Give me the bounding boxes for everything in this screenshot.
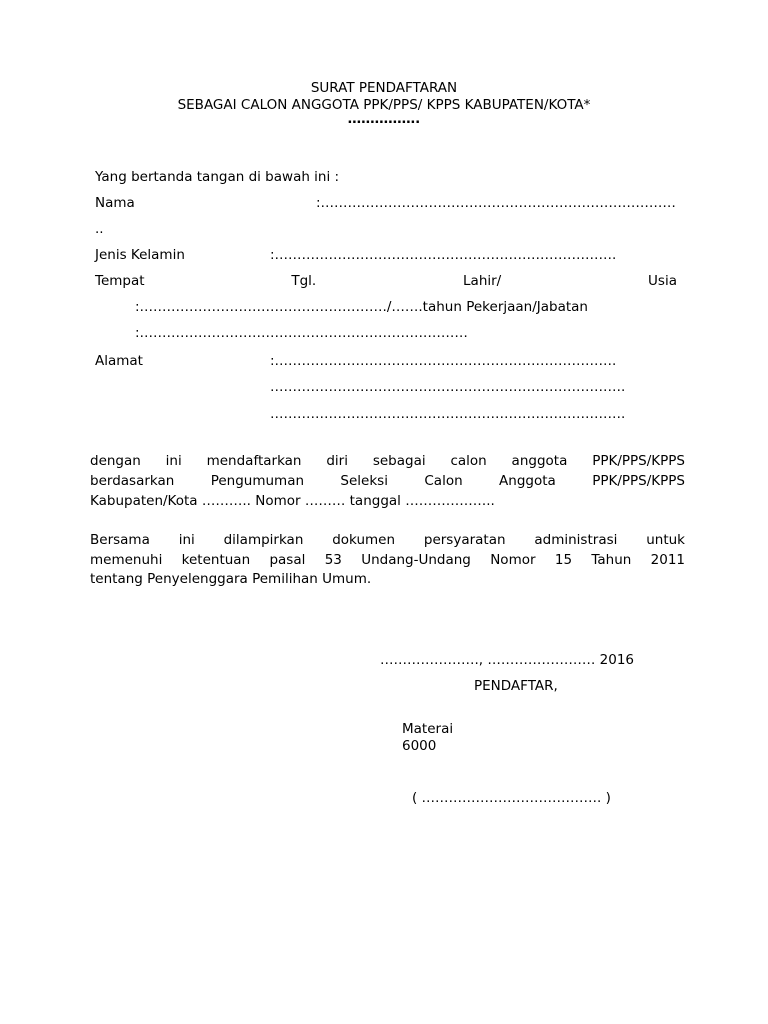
para2-line-2: memenuhi ketentuan pasal 53 Undang-Undang Nomor 15 Tahun 2011 xyxy=(90,552,685,568)
nama-field-continuation: .. xyxy=(95,221,104,237)
signer-role: PENDAFTAR, xyxy=(474,678,558,694)
title-line-1: SURAT PENDAFTARAN xyxy=(310,80,458,96)
ttl-field: :………………………………………………./…….tahun Pekerjaan/Jabatan xyxy=(135,299,588,315)
alamat-field-2: ……………………………………………………………………. xyxy=(270,379,626,395)
alamat-label: Alamat xyxy=(95,353,143,369)
ttl-word-tempat: Tempat xyxy=(95,273,145,289)
intro-text: Yang bertanda tangan di bawah ini : xyxy=(95,169,340,185)
alamat-field-1: :…………………………………………………………………. xyxy=(270,353,617,369)
ttl-word-lahir: Lahir/ xyxy=(463,273,502,289)
jenis-kelamin-field: :…………………………………………………………………. xyxy=(270,247,617,263)
title-line-3: ……………. xyxy=(347,111,421,127)
para1-line-1: dengan ini mendaftarkan diri sebagai calon anggota PPK/PPS/KPPS xyxy=(90,453,685,469)
materai-value: 6000 xyxy=(402,738,437,754)
title-line-2: SEBAGAI CALON ANGGOTA PPK/PPS/ KPPS KABUPATEN/KOTA* xyxy=(177,97,591,113)
para2-line-1: Bersama ini dilampirkan dokumen persyaratan administrasi untuk xyxy=(90,532,685,548)
ttl-word-tgl: Tgl. xyxy=(291,273,317,289)
alamat-field-3: ……………………………………………………………………. xyxy=(270,406,626,422)
pekerjaan-field: :……………………………………………………….……… xyxy=(135,325,468,341)
ttl-label-row xyxy=(95,272,677,290)
ttl-word-usia: Usia xyxy=(648,273,677,289)
nama-label: Nama xyxy=(95,195,135,211)
materai-label: Materai xyxy=(402,721,454,737)
signer-name-line: ( …………………………………. ) xyxy=(412,790,611,806)
para1-line-3: Kabupaten/Kota ……….. Nomor ……… tanggal ……………….. xyxy=(90,493,495,509)
para2-line-3: tentang Penyelenggara Pemilihan Umum. xyxy=(90,571,372,587)
jenis-kelamin-label: Jenis Kelamin xyxy=(95,247,185,263)
para1-line-2: berdasarkan Pengumuman Seleksi Calon Anggota PPK/PPS/KPPS xyxy=(90,473,685,489)
place-date: …………………., …………………… 2016 xyxy=(380,652,635,668)
nama-field: :…………………………………………………….……………… xyxy=(316,195,676,211)
